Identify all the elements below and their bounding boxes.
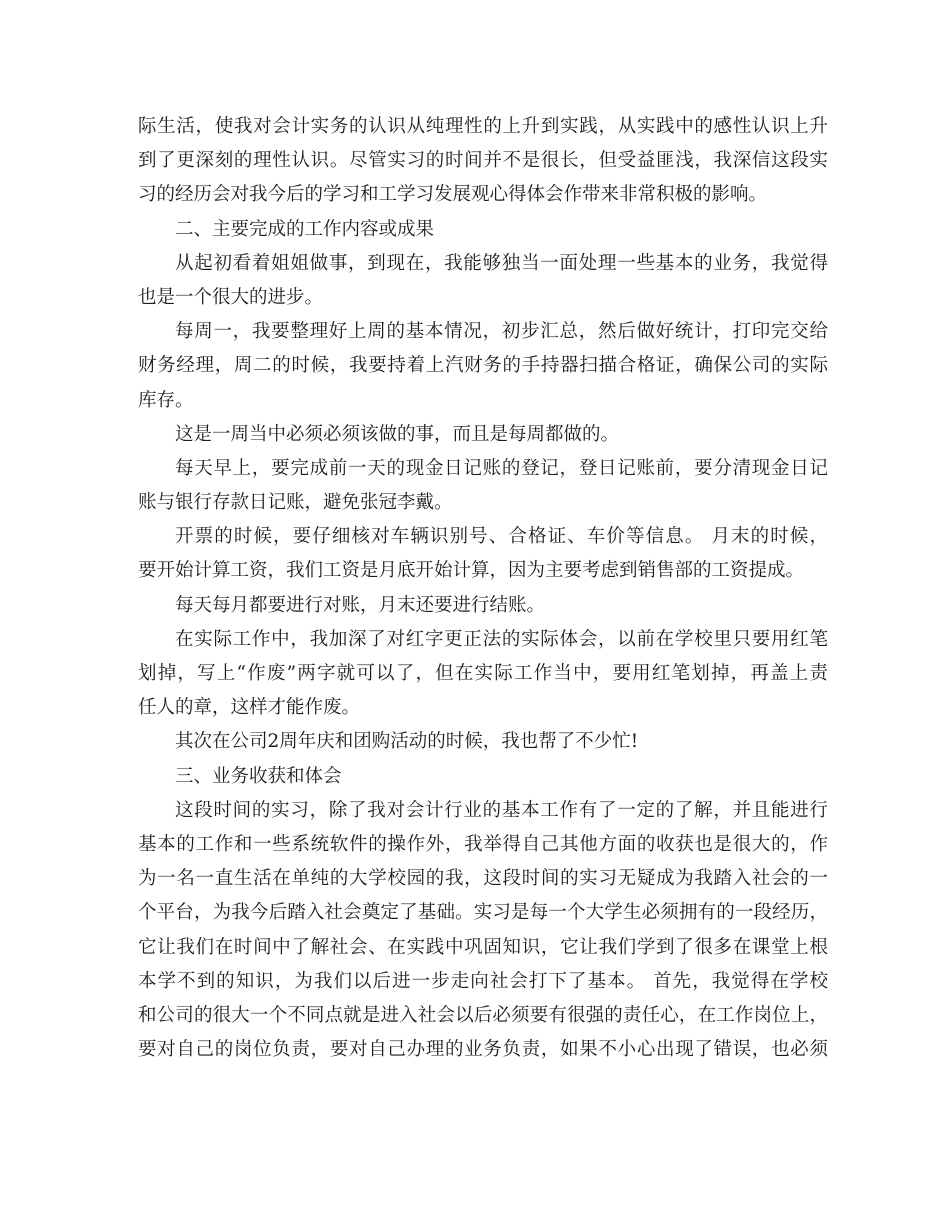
text-line: 从起初看着姐姐做事，到现在，我能够独当一面处理一些基本的业务，我觉得 [175,252,828,274]
text-line: 这段时间的实习，除了我对会计行业的基本工作有了一定的了解，并且能进行 [175,799,828,821]
text-line: 也是一个很大的进步。 [138,286,324,308]
text-line: 库存。 [138,389,194,411]
text-line: 要开始计算工资，我们工资是月底开始计算，因为主要考虑到销售部的工资提成。 [138,560,805,582]
text-line: 为一名一直生活在单纯的大学校园的我，这段时间的实习无疑成为我踏入社会的一 [138,868,828,890]
text-line: 每周一，我要整理好上周的基本情况，初步汇总，然后做好统计，打印完交给 [175,321,828,343]
text-line: 际生活，使我对会计实务的认识从纯理性的上升到实践，从实践中的感性认识上升 [138,116,828,137]
text-line: 要对自己的岗位负责，要对自己办理的业务负责，如果不小心出现了错误，也必须 [138,1039,828,1061]
text-line: 划掉，写上“作废”两字就可以了，但在实际工作当中，要用红笔划掉，再盖上责 [138,663,828,684]
text-line: 和公司的很大一个不同点就是进入社会以后必须要有很强的责任心，在工作岗位上， [138,1004,828,1026]
text-line: 到了更深刻的理性认识。尽管实习的时间并不是很长，但受益匪浅，我深信这段实 [138,150,828,172]
text-line: 账与银行存款日记账，避免张冠李戴。 [138,492,453,514]
text-line: 每天早上，要完成前一天的现金日记账的登记，登日记账前，要分清现金日记 [175,457,828,479]
text-line: 在实际工作中，我加深了对红字更正法的实际体会，以前在学校里只要用红笔 [175,628,828,650]
text-line: 个平台，为我今后踏入社会奠定了基础。实习是每一个大学生必须拥有的一段经历， [138,902,828,924]
document-body [138,110,828,1067]
text-line: 三、业务收获和体会 [175,765,342,787]
text-line: 习的经历会对我今后的学习和工学习发展观心得体会作带来非常积极的影响。 [138,184,768,206]
text-line: 每天每月都要进行对账，月末还要进行结账。 [175,594,546,616]
text-line: 它让我们在时间中了解社会、在实践中巩固知识，它让我们学到了很多在课堂上根 [138,936,828,958]
text-line: 开票的时候，要仔细核对车辆识别号、合格证、车价等信息。 月末的时候， [175,526,828,548]
text-line: 财务经理，周二的时候，我要持着上汽财务的手持器扫描合格证，确保公司的实际 [138,355,828,377]
text-line: 基本的工作和一些系统软件的操作外，我举得自己其他方面的收获也是很大的，作 [138,833,828,855]
text-line: 任人的章，这样才能作废。 [138,697,361,719]
text-line: 本学不到的知识，为我们以后进一步走向社会打下了基本。 首先，我觉得在学校 [138,970,828,992]
text-line: 二、主要完成的工作内容或成果 [175,218,435,240]
text-line: 这是一周当中必须必须该做的事，而且是每周都做的。 [175,423,620,445]
text-line: 其次在公司2周年庆和团购活动的时候，我也帮了不少忙! [175,731,639,753]
